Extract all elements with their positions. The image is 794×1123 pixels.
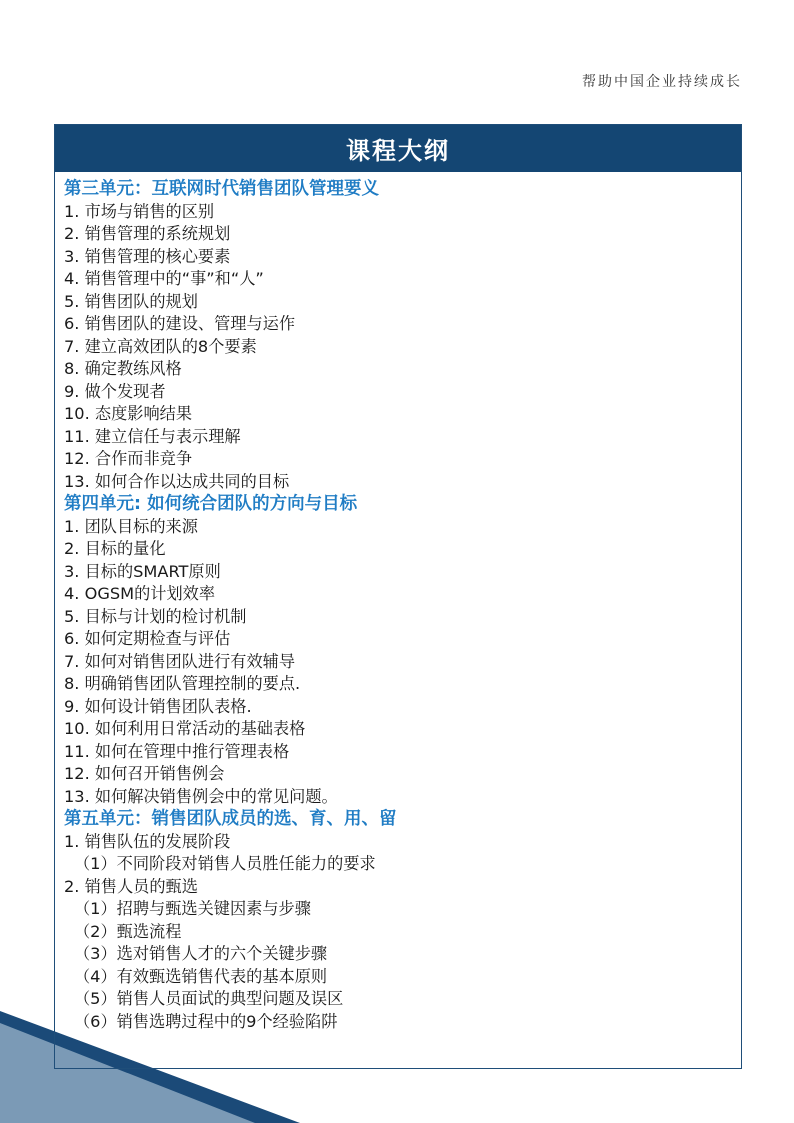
outline-item: 4. OGSM的计划效率	[64, 584, 216, 603]
outline-item: 10. 态度影响结果	[64, 404, 193, 423]
outline-item: 3. 目标的SMART原则	[64, 561, 221, 581]
unit-title: 第四单元: 如何统合团队的方向与目标	[64, 494, 358, 514]
outline-body	[55, 172, 741, 1033]
unit-section	[64, 808, 741, 1033]
outline-item: 13. 如何解决销售例会中的常见问题。	[64, 786, 338, 806]
unit-section	[64, 178, 741, 493]
outline-item: 11. 建立信任与表示理解	[64, 426, 241, 446]
outline-subitem: （5）销售人员面试的典型问题及误区	[74, 989, 344, 1008]
outline-item: 5. 目标与计划的检讨机制	[64, 606, 247, 626]
outline-item: 2. 目标的量化	[64, 539, 166, 558]
outline-item: 5. 销售团队的规划	[64, 291, 198, 311]
outline-item: 9. 做个发现者	[64, 381, 166, 401]
outline-item: 1. 销售队伍的发展阶段	[64, 831, 231, 851]
outline-item: 8. 确定教练风格	[64, 359, 182, 378]
outline-subitem: （2）甄选流程	[74, 921, 182, 941]
outline-item: 2. 销售管理的系统规划	[64, 224, 231, 243]
outline-item: 1. 市场与销售的区别	[64, 201, 215, 221]
outline-item: 8. 明确销售团队管理控制的要点.	[64, 674, 301, 693]
unit-title: 第三单元：互联网时代销售团队管理要义	[64, 179, 379, 199]
outline-subitem: （6）销售选聘过程中的9个经验陷阱	[74, 1011, 338, 1031]
outline-item: 12. 合作而非竞争	[64, 449, 193, 468]
outline-item: 3. 销售管理的核心要素	[64, 246, 231, 266]
outline-item: 12. 如何召开销售例会	[64, 764, 225, 783]
outline-item: 10. 如何利用日常活动的基础表格	[64, 719, 306, 738]
outline-item: 13. 如何合作以达成共同的目标	[64, 471, 290, 491]
outline-item: 7. 如何对销售团队进行有效辅导	[64, 651, 296, 671]
outline-item: 6. 销售团队的建设、管理与运作	[64, 314, 296, 333]
company-tagline: 帮助中国企业持续成长	[582, 74, 742, 90]
outline-item: 2. 销售人员的甄选	[64, 876, 198, 896]
outline-item: 1. 团队目标的来源	[64, 516, 198, 536]
course-outline-box	[54, 124, 742, 1069]
outline-item: 9. 如何设计销售团队表格.	[64, 696, 252, 716]
outline-subitem: （4）有效甄选销售代表的基本原则	[74, 966, 328, 986]
outline-item: 7. 建立高效团队的8个要素	[64, 336, 257, 356]
outline-item: 11. 如何在管理中推行管理表格	[64, 741, 290, 761]
unit-title: 第五单元：销售团队成员的选、育、用、留	[64, 809, 397, 829]
outline-title: 课程大纲	[55, 125, 741, 172]
outline-item: 6. 如何定期检查与评估	[64, 629, 231, 648]
outline-subitem: （1）招聘与甄选关键因素与步骤	[74, 899, 311, 918]
unit-section	[64, 493, 741, 808]
outline-subitem: （1）不同阶段对销售人员胜任能力的要求	[74, 854, 376, 873]
outline-item: 4. 销售管理中的“事”和“人”	[64, 269, 264, 288]
outline-subitem: （3）选对销售人才的六个关键步骤	[74, 944, 328, 963]
